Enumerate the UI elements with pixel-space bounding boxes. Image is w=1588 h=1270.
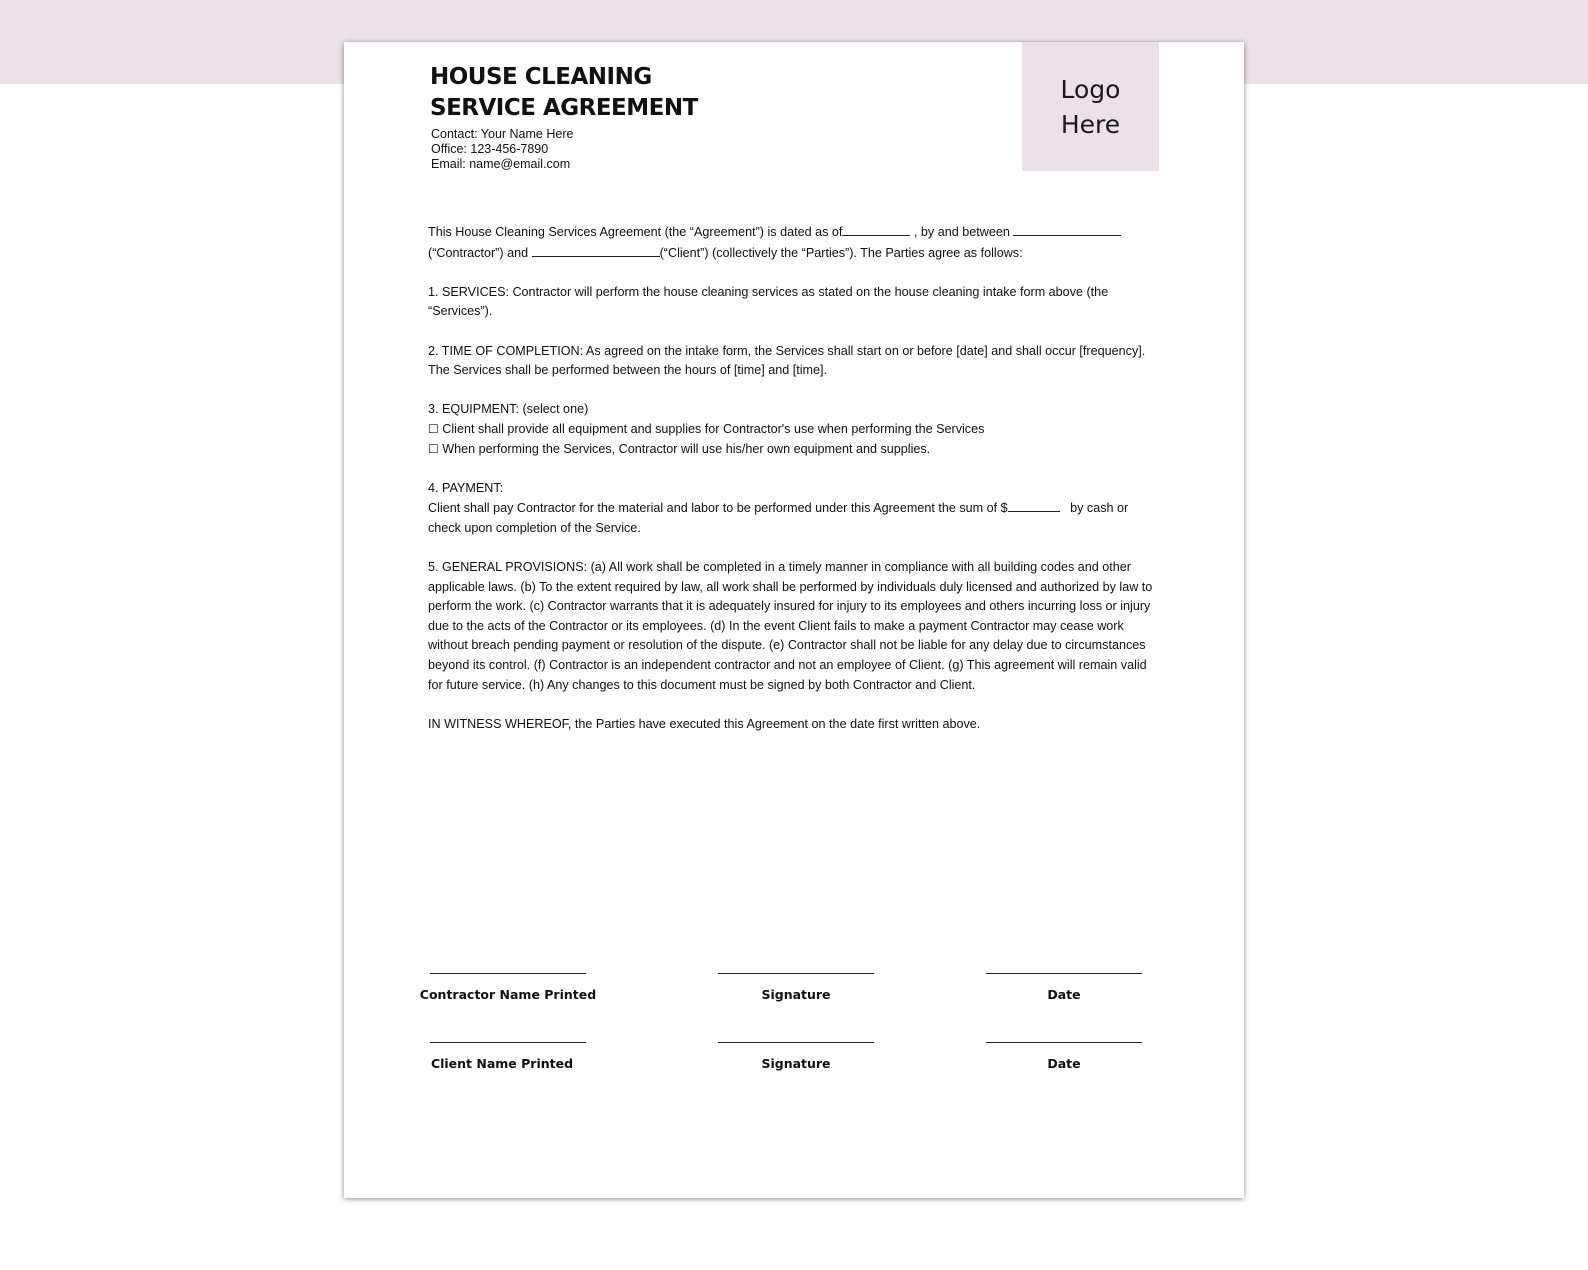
logo-line-2: Here xyxy=(1060,109,1121,139)
checkbox-icon[interactable]: ☐ xyxy=(428,421,439,436)
contractor-name-label: Contractor Name Printed xyxy=(419,987,597,1002)
contractor-signature-line[interactable] xyxy=(718,973,874,974)
date-blank[interactable] xyxy=(842,222,910,236)
client-date-label: Date xyxy=(1047,1056,1081,1071)
title-line-1: HOUSE CLEANING xyxy=(430,64,652,90)
intro-paragraph xyxy=(428,222,1158,263)
contractor-name-line[interactable] xyxy=(430,973,586,974)
client-name-line[interactable] xyxy=(430,1042,586,1043)
intro-text-3: (“Contractor”) and xyxy=(428,245,529,260)
equipment-heading: 3. EQUIPMENT: (select one) xyxy=(428,402,589,417)
contact-email: Email: name@email.com xyxy=(431,157,571,171)
intro-text-4: (“Client”) (collectively the “Parties”). The Parties agree as follows: xyxy=(659,245,1023,260)
witness-statement: IN WITNESS WHEREOF, the Parties have executed this Agreement on the date first written above. xyxy=(428,716,981,731)
logo-line-1: Logo xyxy=(1060,74,1121,104)
payment-heading: 4. PAYMENT: xyxy=(428,480,504,495)
amount-blank[interactable] xyxy=(1008,498,1060,512)
contractor-date-line[interactable] xyxy=(986,973,1142,974)
payment-text-1: Client shall pay Contractor for the material and labor to be performed under this Agreement the sum of $ xyxy=(428,501,1008,516)
time-of-completion-section: 2. TIME OF COMPLETION: As agreed on the intake form, the Services shall start on or before [date] and shall occur [frequency]. The Services shall be performed between the hours of [time] and [time]. xyxy=(428,343,1146,378)
title-line-2: SERVICE AGREEMENT xyxy=(430,95,698,121)
client-signature-label: Signature xyxy=(761,1056,831,1071)
contact-name: Contact: Your Name Here xyxy=(431,127,574,141)
contractor-date-label: Date xyxy=(1047,987,1081,1002)
contractor-signature-label: Signature xyxy=(761,987,831,1002)
agreement-body xyxy=(428,222,1158,754)
contact-block xyxy=(431,127,573,172)
contact-office: Office: 123-456-7890 xyxy=(431,142,549,156)
payment-text-2: by cash or check upon completion of the Service. xyxy=(428,501,1129,535)
contractor-blank[interactable] xyxy=(1013,222,1121,236)
logo-placeholder xyxy=(1022,42,1159,171)
intro-text-2: , by and between xyxy=(913,225,1010,239)
equipment-option-1[interactable] xyxy=(428,420,1158,440)
client-date-line[interactable] xyxy=(986,1042,1142,1043)
equipment-option-2-label: When performing the Services, Contractor will use his/her own equipment and supplies. xyxy=(442,441,931,456)
client-blank[interactable] xyxy=(532,243,660,257)
checkbox-icon[interactable]: ☐ xyxy=(428,441,439,456)
payment-section xyxy=(428,479,1158,539)
equipment-section xyxy=(428,400,1158,459)
client-name-label: Client Name Printed xyxy=(430,1056,574,1071)
payment-text xyxy=(428,498,1158,538)
equipment-option-1-label: Client shall provide all equipment and supplies for Contractor's use when performing the Services xyxy=(442,421,985,436)
general-provisions-section: 5. GENERAL PROVISIONS: (a) All work shall be completed in a timely manner in compliance with all building codes and other applicable laws. (b) To the extent required by law, all work shall be performed by individuals duly licensed and authorized by law to perform the work. (c) Contractor warrants that it is adequately insured for injury to its employees and others incurring loss or injury due to the acts of the Contractor or its employees. (d) In the event Client fails to make a payment Contractor may cease work without breach pending payment or resolution of the dispute. (e) Contractor shall not be liable for any delay due to circumstances beyond its control. (f) Contractor is an independent contractor and not an employee of Client. (g) This agreement will remain valid for future service. (h) Any changes to this document must be signed by both Contractor and Client. xyxy=(428,560,1153,692)
equipment-option-2[interactable] xyxy=(428,440,1158,460)
intro-text-1: This House Cleaning Services Agreement (the “Agreement”) is dated as of xyxy=(428,225,843,239)
services-section: 1. SERVICES: Contractor will perform the house cleaning services as stated on the house cleaning intake form above (the “Services”). xyxy=(428,284,1109,319)
document-title xyxy=(430,62,698,124)
agreement-page xyxy=(344,42,1244,1198)
client-signature-line[interactable] xyxy=(718,1042,874,1043)
